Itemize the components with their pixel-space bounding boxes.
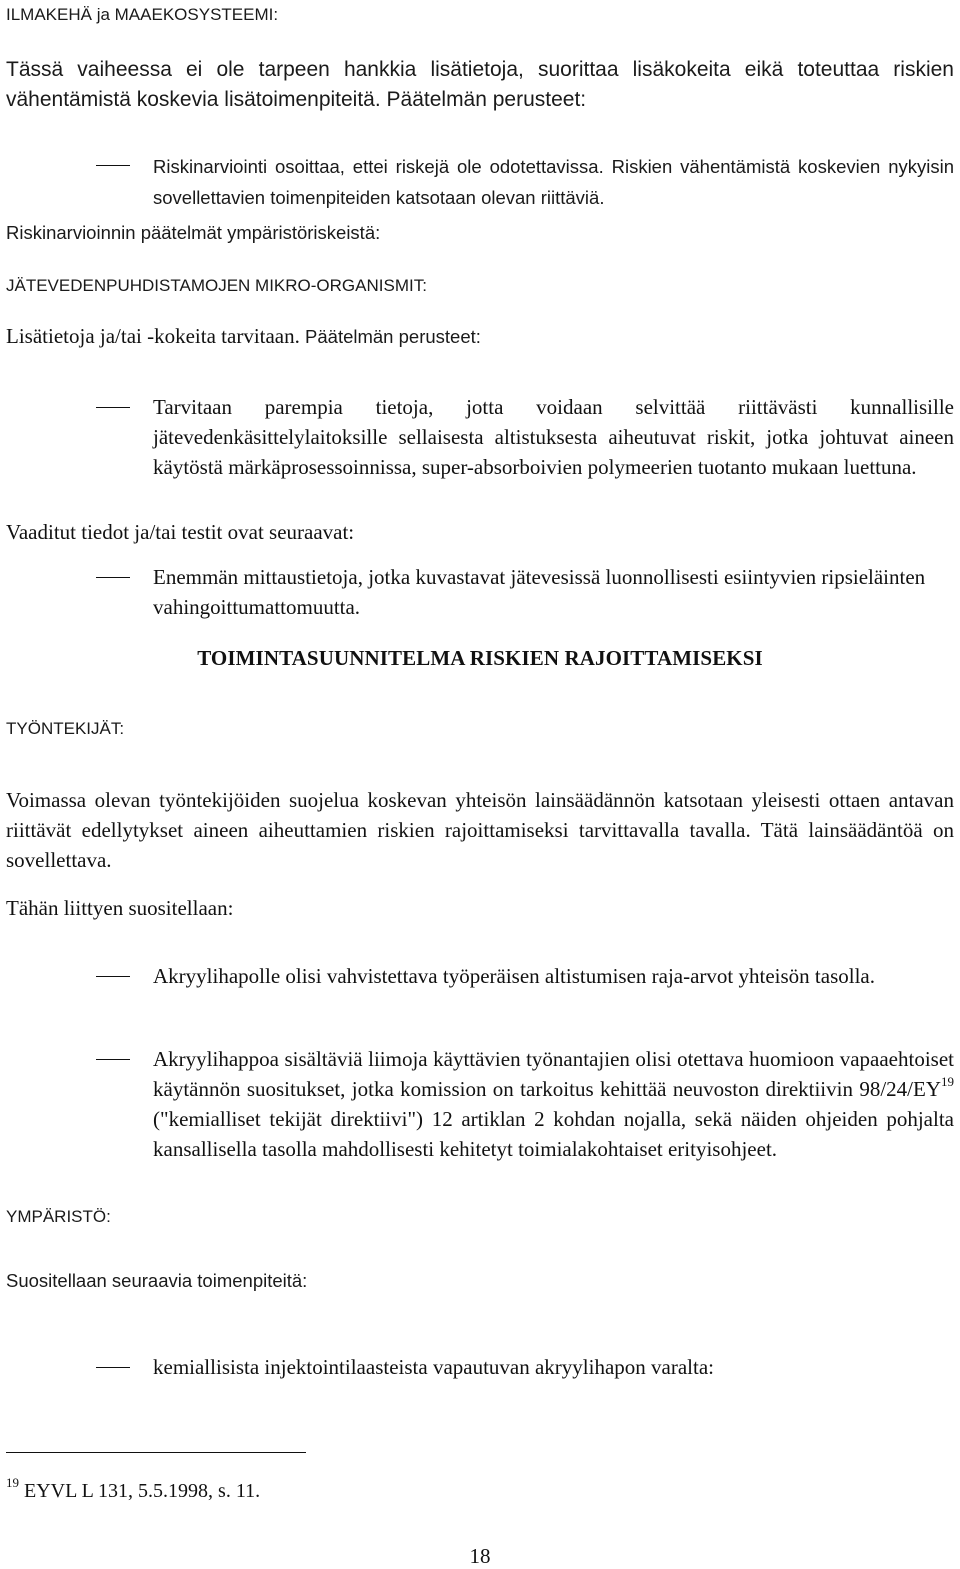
- recommendation-bullet-2: [153, 1044, 954, 1164]
- env-recommendation-text: kemiallisista injektointilaasteista vapautuvan akryylihapon varalta:: [153, 1355, 715, 1379]
- bullet-dash: [96, 577, 130, 578]
- recommendation-bullet-1: Akryylihapolle olisi vahvistettava työperäisen altistumisen raja-arvot yhteisön tasolla.: [153, 964, 875, 988]
- page-number: 18: [469, 1544, 491, 1568]
- atmosphere-intro: Tässä vaiheessa ei ole tarpeen hankkia lisätietoja, suorittaa lisäkokeita eikä toteuttaa riskien vähentämistä koskevia lisätoimenpiteitä. Päätelmän perusteet:: [6, 58, 954, 111]
- env-recommend-intro: Suositellaan seuraavia toimenpiteitä:: [6, 1270, 308, 1291]
- required-intro: Vaaditut tiedot ja/tai testit ovat seuraavat:: [6, 520, 355, 544]
- section-heading-wwtp: JÄTEVEDENPUHDISTAMOJEN MIKRO-ORGANISMIT:: [6, 276, 427, 295]
- footnote-ref: 19: [941, 1074, 954, 1089]
- bullet-dash: [96, 976, 130, 977]
- footnote-number: 19: [6, 1475, 19, 1491]
- main-heading-text: TOIMINTASUUNNITELMA RISKIEN RAJOITTAMISEKSI: [197, 646, 763, 670]
- main-heading: [0, 646, 960, 671]
- wwtp-intro-basis: Päätelmän perusteet:: [299, 326, 481, 347]
- section-heading-workers: TYÖNTEKIJÄT:: [6, 719, 125, 738]
- recommendation-bullet-2-part-b: ("kemialliset tekijät direktiivi") 12 artiklan 2 kohdan nojalla, sekä näiden ohjeiden pohjalta kansallisella tasolla mahdollisesti kehitetyt toimialakohtaiset erityisohjeet.: [153, 1107, 954, 1161]
- bullet-dash: [96, 1367, 130, 1368]
- wwtp-bullet: Tarvitaan parempia tietoja, jotta voidaan selvittää riittävästi kunnallisille jätevedenkäsittelylaitoksille sellaisesta altistuksesta aiheutuvat riskit, jotka johtuvat aineen käytöstä märkäprosessoinnissa, super-absorboivien polymeerien tuotanto mukaan luettuna.: [153, 395, 954, 479]
- section-heading-environment: YMPÄRISTÖ:: [6, 1207, 111, 1226]
- workers-paragraph: Voimassa olevan työntekijöiden suojelua koskevan yhteisön lainsäädännön katsotaan yleisesti ottaen antavan riittävät edellytykset aineen aiheuttamien riskien rajoittamiseksi tarvittavalla tavalla. Tätä lainsäädäntöä on sovellettava.: [6, 788, 954, 872]
- env-conclusions-heading: Riskinarvioinnin päätelmät ympäristöriskeistä:: [6, 222, 381, 243]
- footnote-text: EYVL L 131, 5.5.1998, s. 11.: [19, 1480, 261, 1502]
- footnote-rule: [6, 1452, 306, 1453]
- bullet-dash: [96, 1059, 130, 1060]
- wwtp-intro: [6, 326, 481, 347]
- footnote: [6, 1475, 261, 1503]
- recommend-intro: Tähän liittyen suositellaan:: [6, 896, 234, 920]
- atmosphere-bullet: Riskinarviointi osoittaa, ettei riskejä ole odotettavissa. Riskien vähentämistä koskevien nykyisin sovellettavien toimenpiteiden katsotaan olevan riittäviä.: [153, 156, 954, 208]
- section-heading-atmosphere: ILMAKEHÄ ja MAAEKOSYSTEEMI:: [6, 5, 279, 24]
- env-recommendation-bullet: [153, 1352, 954, 1382]
- bullet-dash: [96, 407, 130, 408]
- required-bullet: Enemmän mittaustietoja, jotka kuvastavat jätevesissä luonnollisesti esiintyvien ripsieläinten vahingoittumattomuutta.: [153, 565, 926, 619]
- bullet-dash: [96, 165, 130, 166]
- recommendation-bullet-2-part-a: Akryylihappoa sisältäviä liimoja käyttävien työnantajien olisi otettava huomioon vapaaehtoiset käytännön suositukset, jotka komission on tarkoitus kehittää neuvoston direktiivin 98/24/EY: [153, 1047, 954, 1101]
- wwtp-intro-main: Lisätietoja ja/tai -kokeita tarvitaan.: [6, 324, 300, 348]
